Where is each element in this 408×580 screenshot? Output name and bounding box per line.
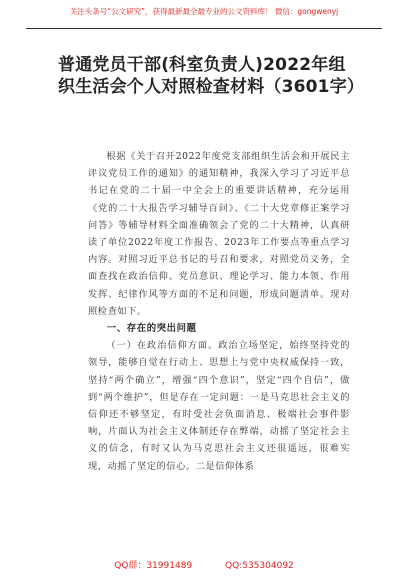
section-heading: 一、存在的突出问题 <box>106 323 197 335</box>
section-paragraph: （一）在政治信仰方面。政治立场坚定，始终坚持党的领导，能够自觉在行动上、思想上与党中央权威保持一致，坚持“两个确立”，增强“四个意识”，坚定“四个自信”，做到“两个维护”，但是存在一定问题：一是马克思社会主义的信仰还不够坚定，有时受社会负面消息、极端社会事件影响，片面认为社会主义体制还存在弊端，动摇了坚定社会主义的信念，有时又认为马克思社会主义还很遥远，很难实现，动摇了坚定的信心。二是信仰体系 <box>88 340 350 472</box>
top-banner: 关注头条号“公文研究”，获得最新最全最专业的公文资料库！ 微信：gongwenyj <box>69 7 339 16</box>
header-divider <box>26 28 382 29</box>
qq-group-text: QQ群：31991489 <box>114 561 193 571</box>
qq-text: QQ:535304092 <box>225 561 294 571</box>
document-body <box>88 148 350 475</box>
document-title: 普通党员干部(科室负责人)2022年组织生活会个人对照检查材料（3601字） <box>58 55 365 97</box>
footer-contacts <box>0 558 408 571</box>
intro-paragraph: 根据《关于召开2022年度党支部组织生活会和开展民主评议党员工作的通知》的通知精神，我深入学习了习近平总书记在党的二十届一中全会上的重要讲话精神，充分运用《党的二十大报告学习辅导百问》、《二十大党章修正案学习问答》等辅导材料全面准确领会了党的二十大精神，认真研读了单位2022年度工作报告、2023年工作要点等重点学习内容。对照习近平总书记的号召和要求，对照党员义务，全面查找在政治信仰、党员意识、理论学习、能力本领、作用发挥、纪律作风等方面的不足和问题，形成问题清单。现对照检查如下。 <box>88 151 350 317</box>
